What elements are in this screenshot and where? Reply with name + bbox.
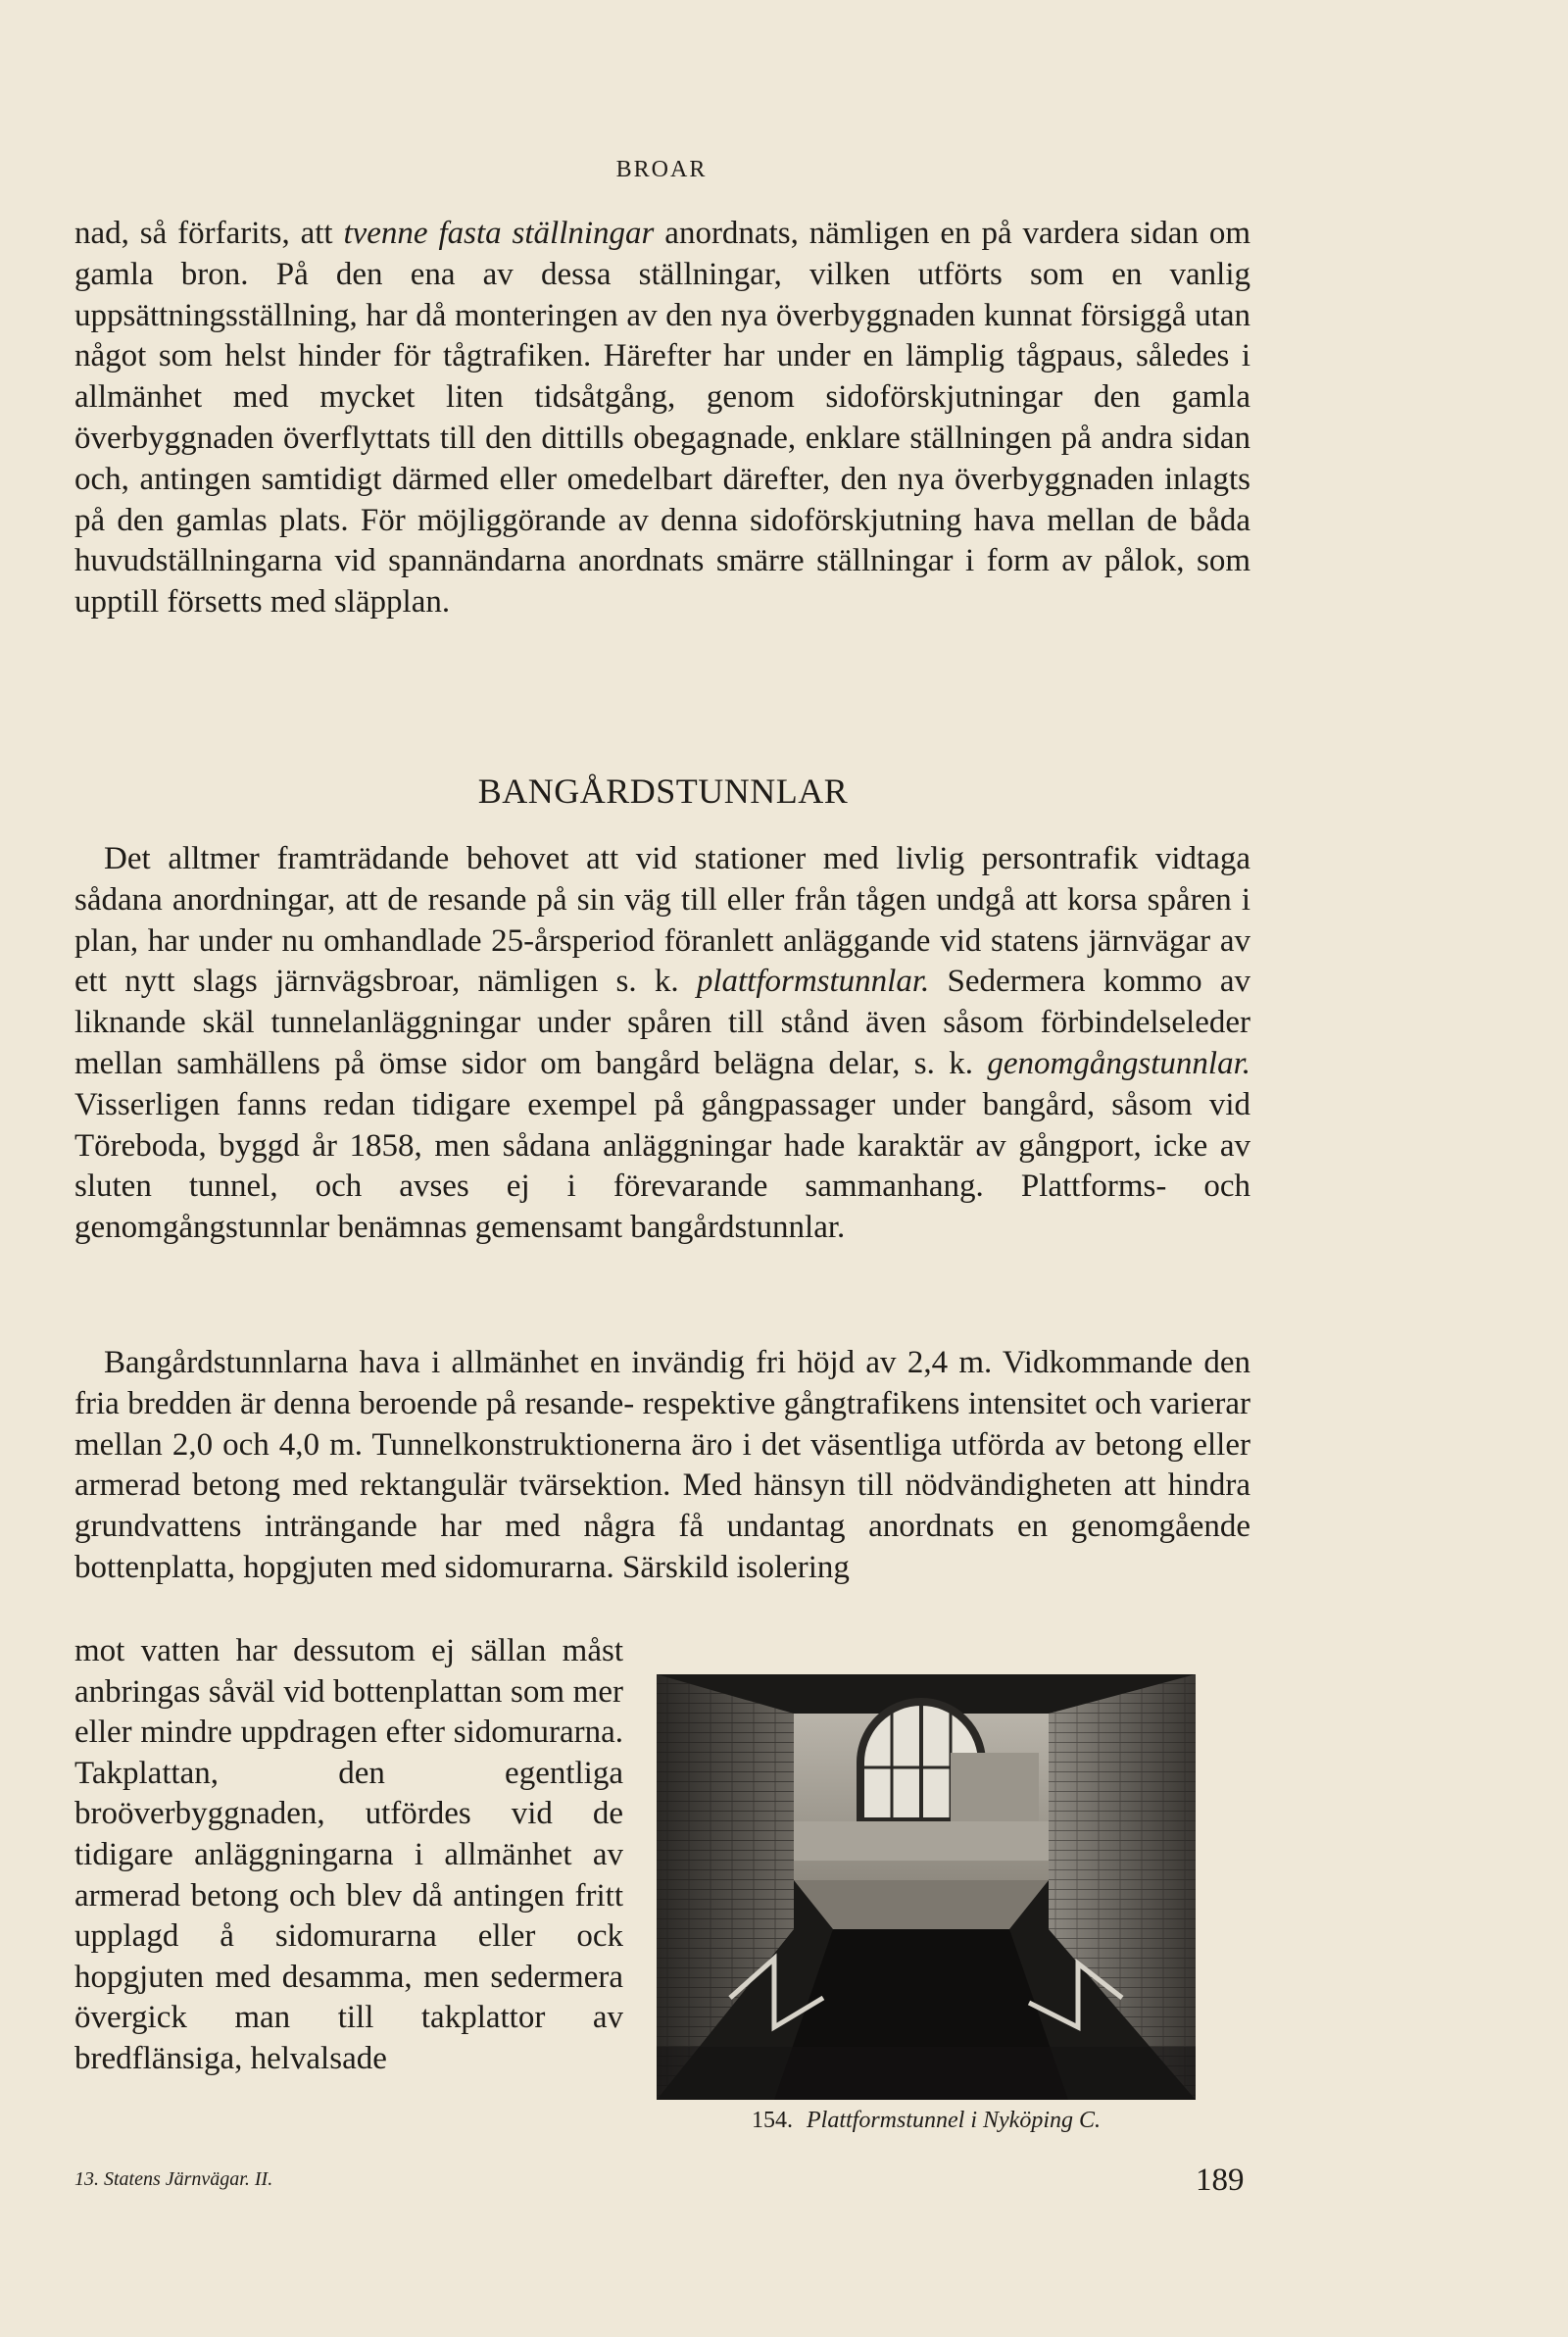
section-heading: BANGÅRDSTUNNLAR [477,771,849,811]
figure-caption-text: Plattformstunnel i Nyköping C. [807,2108,1101,2133]
paragraph-1-start: nad, så förfarits, att [74,216,344,251]
figure-caption [657,2108,1196,2134]
paragraph-3 [74,1343,1250,1589]
paragraph-3-continuation [74,1631,623,2080]
paragraph-2-part-3: Visserligen fanns redan tidigare exempel på gångpassager under bangård, såsom vid Töreboda, byggd år 1858, men sådana anläggningar hade karaktär av gångport, icke av sluten tunnel, och avses ej i förevarande sammanhang. Plattforms- och genomgångstunnlar benämnas gemensamt bangårdstunnlar. [74,1086,1250,1246]
paragraph-1-rest: anordnats, nämligen en på vardera sidan om gamla bron. På den ena av dessa ställningar, vilken utförts som en vanlig uppsättningsställning, har då monteringen av den nya överbyggnaden kunnat försiggå utan något som helst hinder för tågtrafiken. Härefter har under en lämplig tågpaus, således i allmänhet med mycket liten tidsåtgång, genom sidoförskjutningar den gamla överbyggnaden överflyttats till den dittills obegagnade, enklare ställningen på andra sidan och, antingen samtidigt därmed eller omedelbart därefter, den nya överbyggnaden inlagts på den gamlas plats. För möjliggörande av denna sidoförskjutning hava mellan de båda huvudställningarna vid spannändarna anordnats smärre ställningar i form av pålok, som upptill försetts med släpplan. [74,216,1251,621]
figure-number: 154. [752,2108,793,2133]
page-number: 189 [1196,2163,1245,2198]
paragraph-2-part-1: Det alltmer framträdande behovet att vid stationer med livlig persontrafik vidtaga sådana anordningar, att de resande på sin väg till eller från tågen undgå att korsa spåren i plan, har under nu omhandlade 25-årsperiod föranlett anläggande vid statens järnvägar av ett nytt slags järnvägsbroar, nämligen s. k. [74,841,1250,1000]
paragraph-2-part-2: Sedermera kommo av liknande skäl tunnelanläggningar under spåren till stånd även såsom förbindelseleder mellan samhällens på ömse sidor om bangård belägna delar, s. k. [74,964,1250,1081]
paragraph-2 [74,839,1250,1249]
paragraph-1-italic: tvenne fasta ställningar [343,216,655,251]
signature-mark: 13. Statens Järnvägar. II. [74,2168,273,2190]
paragraph-3-text: Bangårdstunnlarna hava i allmänhet en invändig fri höjd av 2,4 m. Vidkommande den fria bredden är denna beroende på resande- respektive gångtrafikens intensitet och varierar mellan 2,0 och 4,0 m. Tunnelkonstruktionerna äro i det väsentliga utförda av betong eller armerad betong med rektangulär tvärsektion. Med hänsyn till nödvändigheten att hindra grundvattens inträngande har med några få undantag anordnats en genomgående bottenplatta, hopgjuten med sidomurarna. Särskild isolering [74,1345,1250,1585]
paragraph-2-italic-1: plattformstunnlar. [696,964,930,1000]
paragraph-3-wrap-text: mot vatten har dessutom ej sällan måst anbringas såväl vid bottenplattan som mer eller mindre uppdragen efter sidomurarna. Takplattan, den egentliga broöverbyggnaden, utfördes vid de tidigare anläggningarna i allmänhet av armerad betong och blev då antingen fritt upplagd å sidomurarna eller ock hopgjuten med desamma, men sedermera övergick man till takplattor av bredflänsiga, helvalsade [74,1633,623,2076]
running-head: BROAR [615,157,708,182]
paragraph-1 [74,214,1250,623]
tunnel-photo-illustration [657,1674,1196,2100]
paragraph-2-italic-2: genomgångstunnlar. [987,1045,1250,1081]
tunnel-photograph [657,1674,1196,2100]
